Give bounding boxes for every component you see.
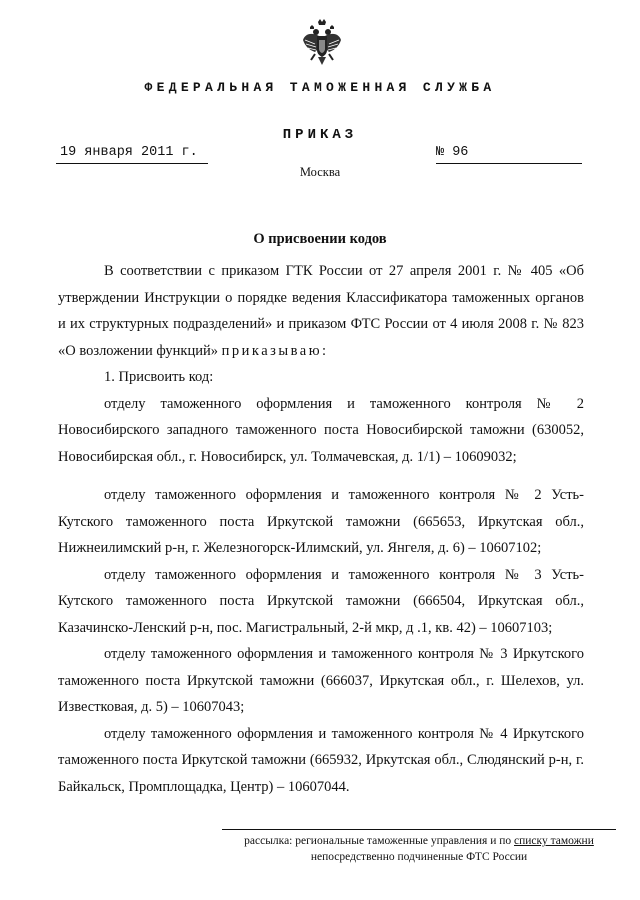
order-body <box>58 258 584 800</box>
preamble-paragraph <box>58 258 584 364</box>
distribution-list <box>222 833 616 865</box>
order-date: 19 января 2011 г. <box>60 145 198 160</box>
distribution-link[interactable]: списку таможни <box>514 835 594 847</box>
city: Москва <box>299 165 341 179</box>
coat-of-arms-icon <box>301 18 343 68</box>
distribution-line-1: рассылка: региональные таможенные управления и по списку таможни <box>244 835 594 847</box>
list-item: отделу таможенного оформления и таможенного контроля № 2 Усть-Кутского таможенного поста Иркутской таможни (665653, Иркутская обл., Нижнеилимский р-н, г. Железногорск-Илимский, ул. Янгеля, д. 6) – 10607102; <box>58 487 584 556</box>
date-underline <box>56 163 208 164</box>
list-item: отделу таможенного оформления и таможенного контроля № 2 Новосибирского западного таможенного поста Новосибирской таможни (630052, Новосибирская обл., г. Новосибирск, ул. Толмачевская, д. 1/1) – 10609032; <box>58 395 584 465</box>
document-type: ПРИКАЗ <box>282 127 358 143</box>
order-word: приказываю: <box>221 342 329 359</box>
list-item: отделу таможенного оформления и таможенного контроля № 3 Иркутского таможенного поста Иркутской таможни (666037, Иркутская обл., г. Шелехов, ул. Известковая, д. 5) – 10607043; <box>58 646 584 715</box>
distribution-line-2: непосредственно подчиненные ФТС России <box>310 851 528 863</box>
number-underline <box>436 163 582 164</box>
list-item: отделу таможенного оформления и таможенного контроля № 3 Усть-Кутского таможенного поста Иркутской таможни (666504, Иркутская обл., Казачинско-Ленский р-н, пос. Магистральный, 2-й мкр, д .1, кв. 42) – 10607103; <box>58 566 584 636</box>
order-subject: О присвоении кодов <box>253 231 387 247</box>
preamble-text: В соответствии с приказом ГТК России от 27 апреля 2001 г. № 405 «Об утверждении Инструкции о порядке ведения Классификатора таможенных органов и их структурных подразделений» и приказом ФТС России от 4 июля 2008 г. № 823 «О возложении функций» <box>58 263 584 359</box>
list-item: отделу таможенного оформления и таможенного контроля № 4 Иркутского таможенного поста Иркутской таможни (665932, Иркутская обл., Слюдянский р-н, г. Байкальск, Промплощадка, Центр) – 10607044. <box>58 725 584 795</box>
item-heading: 1. Присвоить код: <box>104 369 214 385</box>
distribution-divider <box>222 829 616 830</box>
order-number: № 96 <box>436 145 469 160</box>
agency-title: ФЕДЕРАЛЬНАЯ ТАМОЖЕННАЯ СЛУЖБА <box>144 80 496 95</box>
